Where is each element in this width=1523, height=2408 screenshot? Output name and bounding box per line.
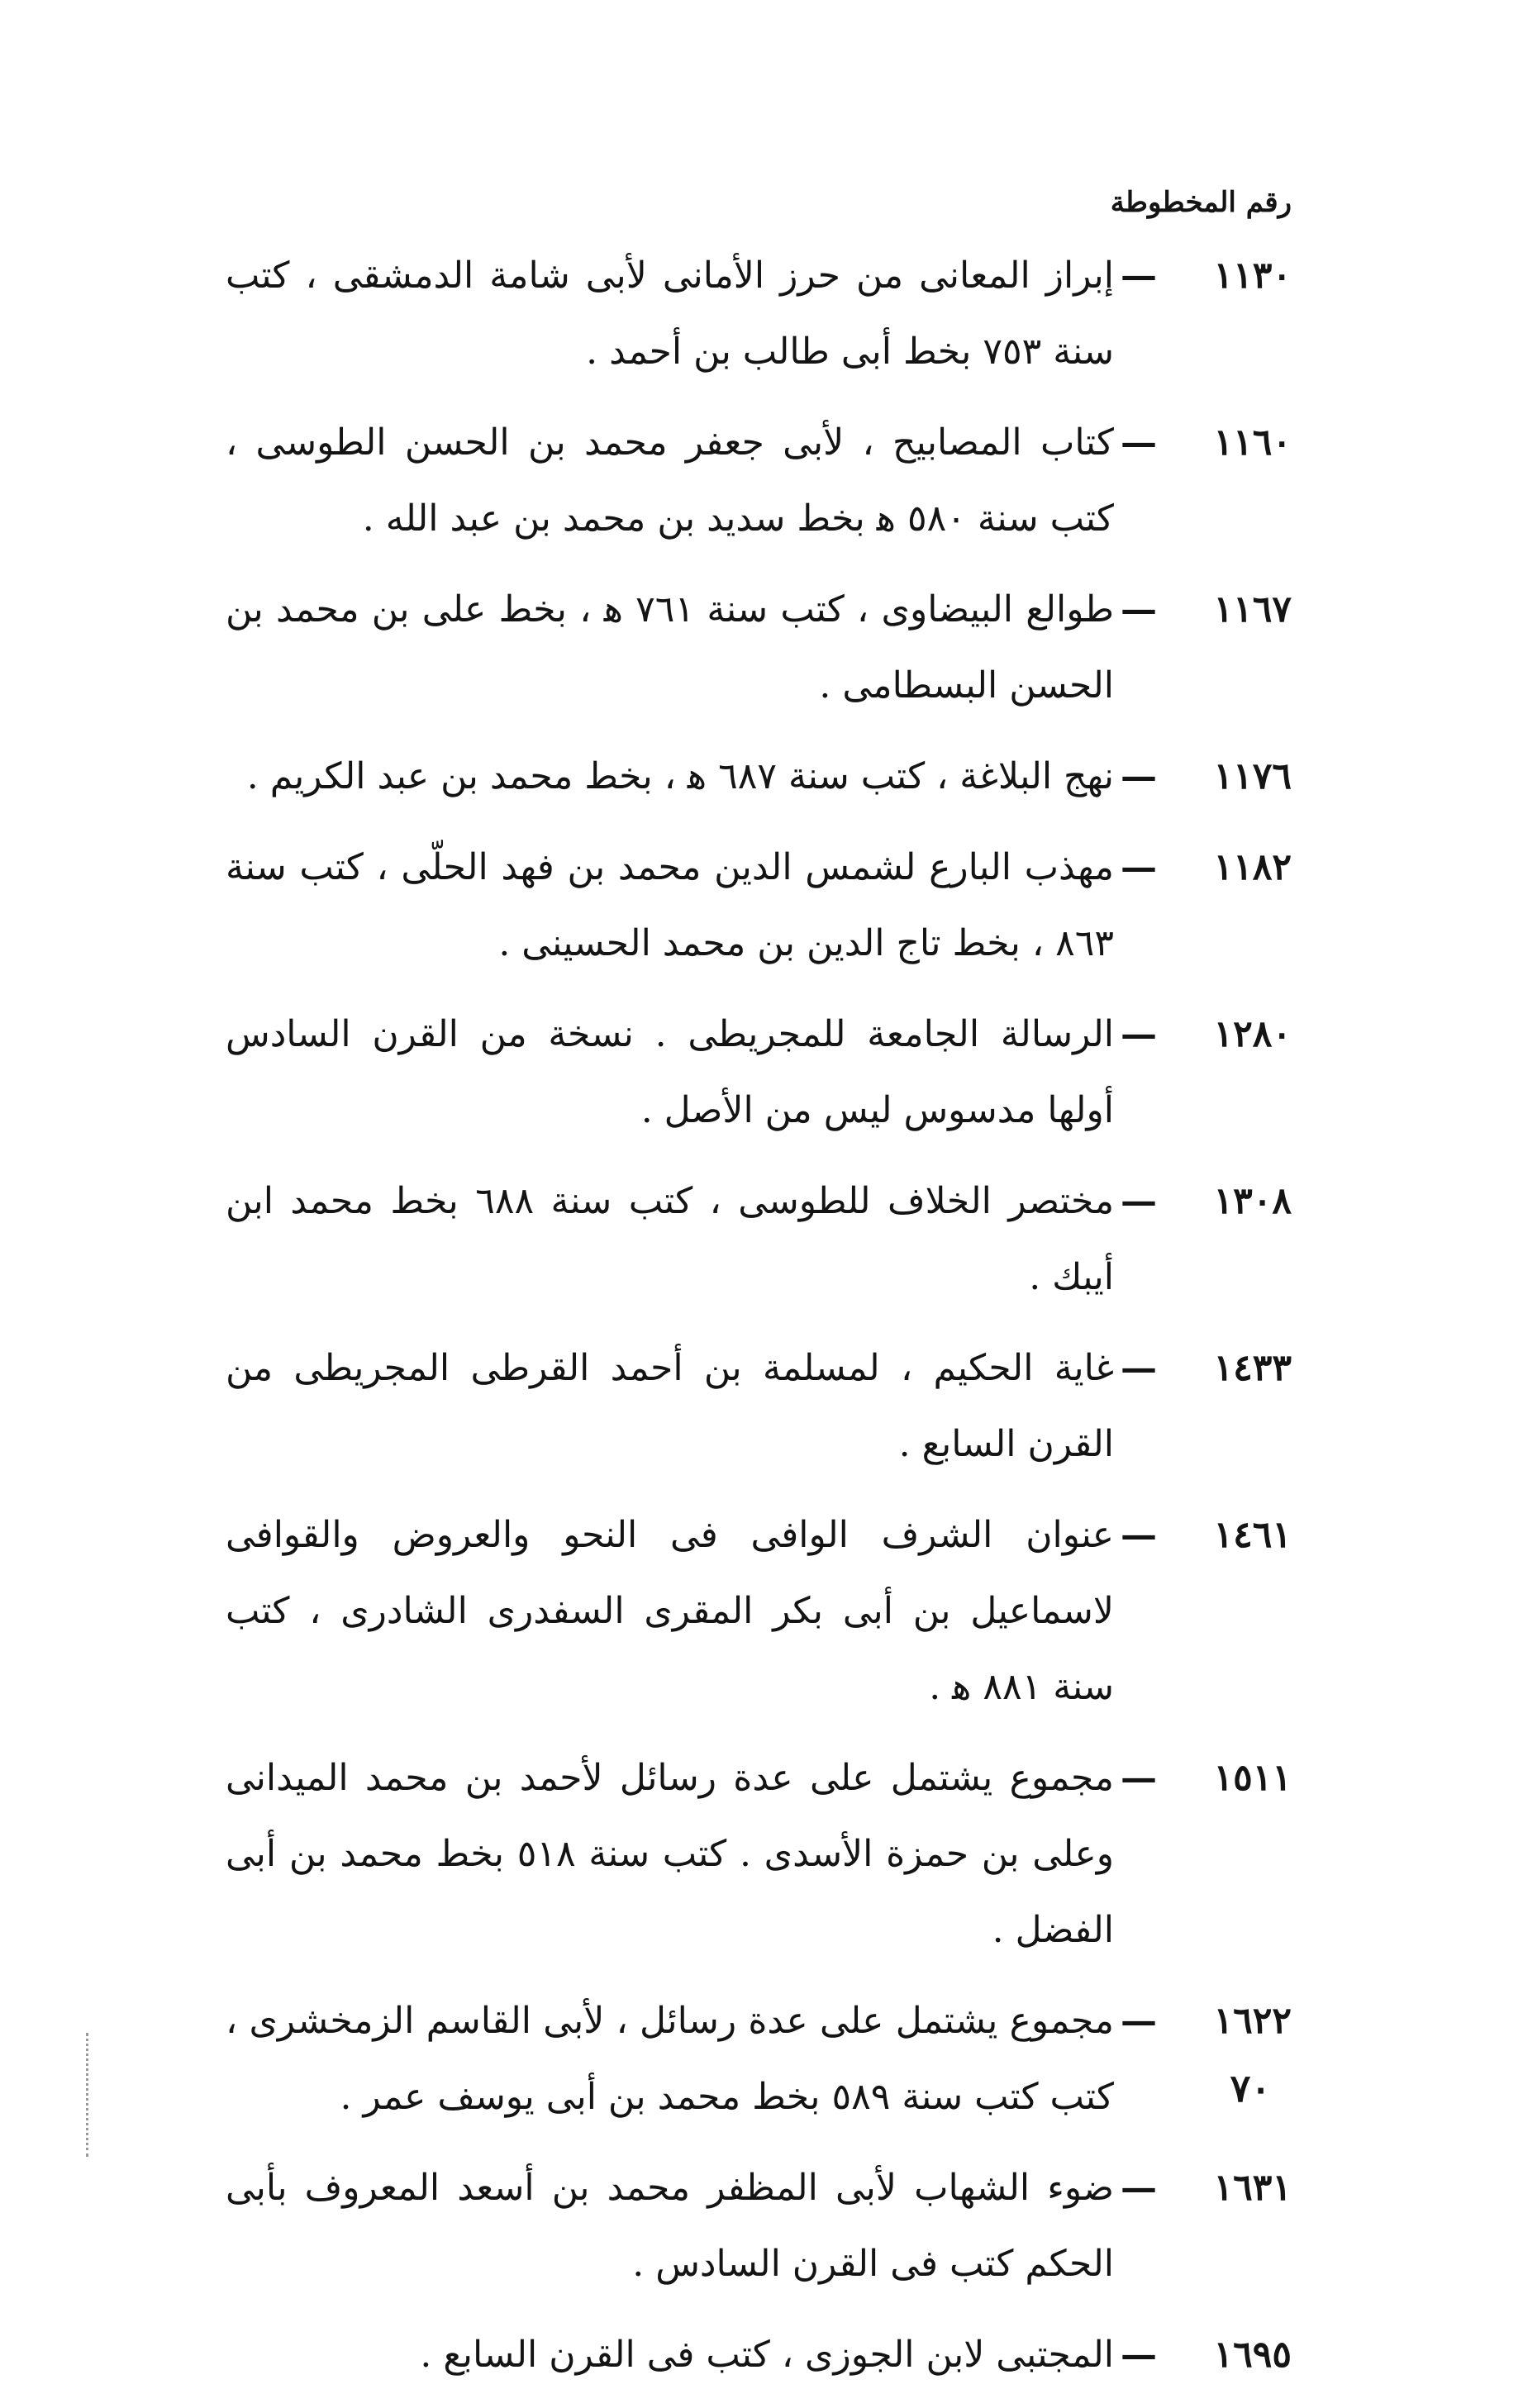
manuscript-description: عنوان الشرف الوافى فى النحو والعروض والقوافى لاسماعيل بن أبى بكر المقرى السفدرى الشادرى ، كتب سنة ٨٨١ ﻫ . (226, 1514, 1114, 1708)
entry-dash: — (1121, 1514, 1157, 1556)
entry-dash: — (1121, 846, 1157, 888)
list-item (226, 238, 1292, 390)
manuscript-list (226, 238, 1292, 2408)
list-item (226, 997, 1292, 1149)
list-item (226, 830, 1292, 982)
list-item (226, 1740, 1292, 1968)
manuscript-number: ١٥١١ (1213, 1757, 1292, 1799)
manuscript-number: ١٦٩٥ (1213, 2334, 1292, 2376)
list-item (226, 2150, 1292, 2302)
list-item (226, 1497, 1292, 1725)
list-item (226, 405, 1292, 557)
entry-dash: — (1121, 1347, 1157, 1389)
entry-dash: — (1121, 1013, 1157, 1055)
manuscript-number: ١١٣٠ (1213, 255, 1292, 297)
manuscript-description: غاية الحكيم ، لمسلمة بن أحمد القرطى المجريطى من القرن السابع . (226, 1347, 1114, 1465)
list-item (226, 572, 1292, 724)
entry-dash: — (1121, 421, 1157, 464)
list-item (226, 2317, 1292, 2393)
manuscript-number: ١٤٣٣ (1213, 1347, 1292, 1389)
entry-dash: — (1121, 2000, 1157, 2042)
manuscript-number: ١٤٦١ (1213, 1514, 1292, 1556)
manuscript-description: مهذب البارع لشمس الدين محمد بن فهد الحلّى ، كتب سنة ٨٦٣ ، بخط تاج الدين بن محمد الحسينى . (226, 846, 1114, 964)
list-item (226, 1164, 1292, 1316)
margin-scan-dots (86, 2033, 92, 2157)
manuscript-description: مختصر الخلاف للطوسى ، كتب سنة ٦٨٨ بخط محمد ابن أيبك . (226, 1180, 1115, 1298)
manuscript-number: ١٢٨٠ (1213, 1013, 1292, 1055)
entry-dash: — (1121, 2334, 1157, 2376)
entry-dash: — (1121, 1180, 1157, 1222)
manuscript-description: الرسالة الجامعة للمجريطى . نسخة من القرن السادس أولها مدسوس ليس من الأصل . (226, 1013, 1114, 1131)
column-header: رقم المخطوطة (1110, 186, 1292, 219)
entry-dash: — (1121, 755, 1157, 797)
manuscript-description: ضوء الشهاب لأبى المظفر محمد بن أسعد المعروف بأبى الحكم كتب فى القرن السادس . (226, 2167, 1114, 2285)
entry-dash: — (1121, 255, 1157, 297)
manuscript-number: ١٦٣١ (1213, 2167, 1292, 2209)
manuscript-description: نهج البلاغة ، كتب سنة ٦٨٧ ﻫ ، بخط محمد بن عبد الكريم . (246, 755, 1114, 797)
manuscript-number: ١١٧٦ (1213, 755, 1292, 797)
manuscript-description: كتاب المصابيح ، لأبى جعفر محمد بن الحسن الطوسى ، كتب سنة ٥٨٠ ﻫ بخط سديد بن محمد بن عبد الله . (226, 421, 1114, 540)
list-item (226, 1983, 1292, 2135)
manuscript-number: ١١٦٠ (1213, 421, 1292, 464)
page-number: ٧٠ (1230, 2066, 1271, 2111)
manuscript-description: مجموع يشتمل على عدة رسائل ، لأبى القاسم الزمخشرى ، كتب كتب سنة ٥٨٩ بخط محمد بن أبى يوسف عمر . (226, 2000, 1114, 2118)
manuscript-number: ١٣٠٨ (1213, 1180, 1292, 1222)
entry-dash: — (1121, 2167, 1157, 2209)
list-item (226, 739, 1292, 815)
manuscript-description: إبراز المعانى من حرز الأمانى لأبى شامة الدمشقى ، كتب سنة ٧٥٣ بخط أبى طالب بن أحمد . (226, 255, 1114, 373)
manuscript-description: طوالع البيضاوى ، كتب سنة ٧٦١ ﻫ ، بخط على بن محمد بن الحسن البسطامى . (226, 588, 1115, 707)
entry-dash: — (1121, 588, 1157, 631)
manuscript-number: ١١٦٧ (1213, 588, 1292, 631)
list-item (226, 1330, 1292, 1482)
manuscript-number: ١٦٢٢ (1213, 2000, 1292, 2042)
manuscript-description: مجموع يشتمل على عدة رسائل لأحمد بن محمد الميدانى وعلى بن حمزة الأسدى . كتب سنة ٥١٨ بخط محمد بن أبى الفضل . (226, 1757, 1114, 1951)
entry-dash: — (1121, 1757, 1157, 1799)
manuscript-description: المجتبى لابن الجوزى ، كتب فى القرن السابع . (420, 2334, 1114, 2376)
manuscript-number: ١١٨٢ (1213, 846, 1292, 888)
